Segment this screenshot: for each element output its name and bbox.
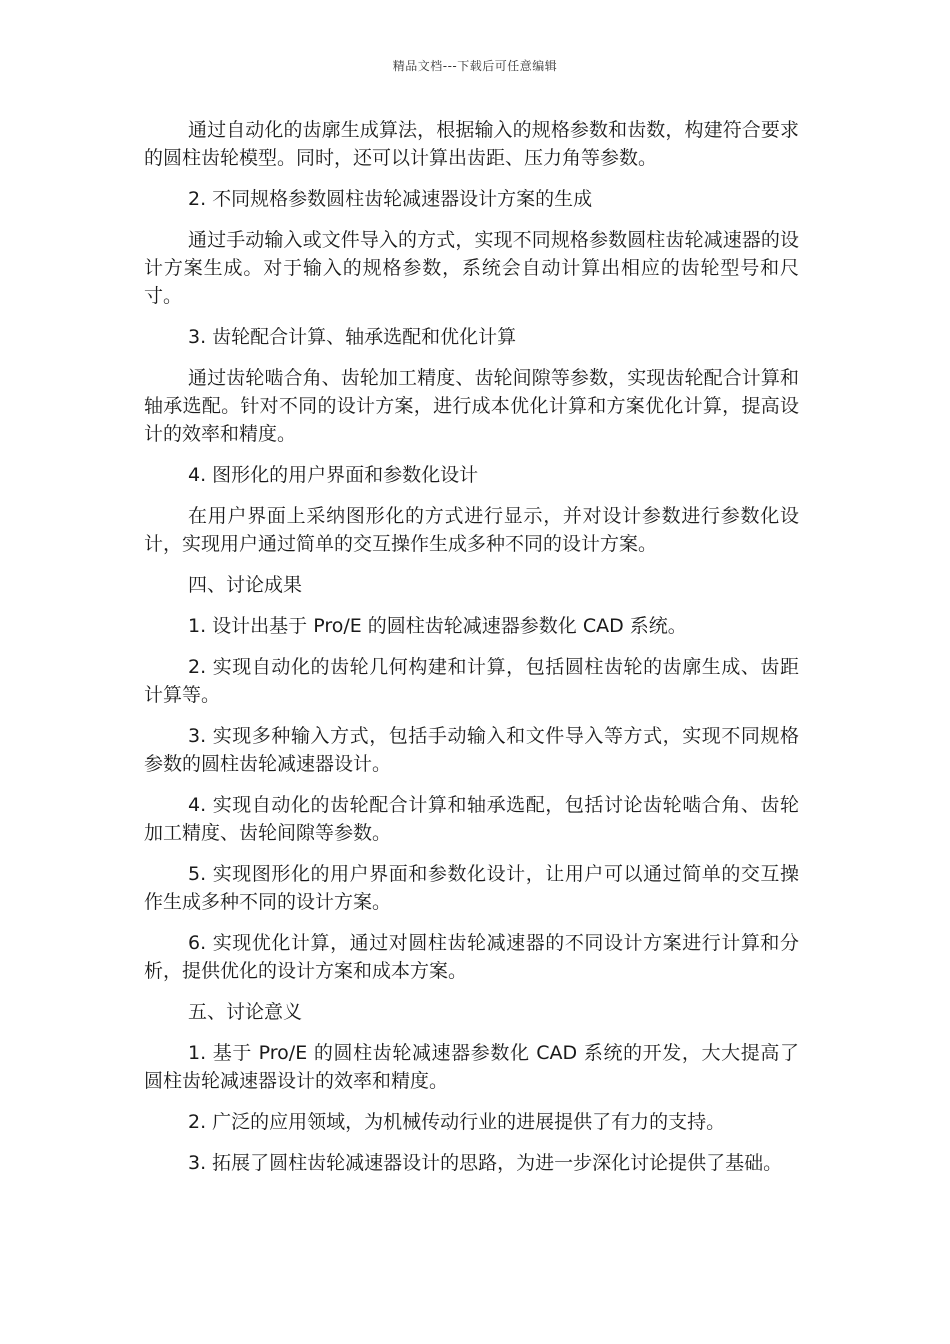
result-item-4: 4. 实现自动化的齿轮配合计算和轴承选配，包括讨论齿轮啮合角、齿轮加工精度、齿轮间隙等参数。 bbox=[144, 794, 799, 844]
result-item-6: 6. 实现优化计算，通过对圆柱齿轮减速器的不同设计方案进行计算和分析，提供优化的设计方案和成本方案。 bbox=[144, 932, 799, 982]
paragraph-gear-profile-algorithm: 通过自动化的齿廓生成算法，根据输入的规格参数和齿数，构建符合要求的圆柱齿轮模型。同时，还可以计算出齿距、压力角等参数。 bbox=[144, 119, 799, 169]
paragraph-gear-fit-calculation: 通过齿轮啮合角、齿轮加工精度、齿轮间隙等参数，实现齿轮配合计算和轴承选配。针对不同的设计方案，进行成本优化计算和方案优化计算，提高设计的效率和精度。 bbox=[144, 367, 799, 445]
heading-design-scheme-generation: 2. 不同规格参数圆柱齿轮减速器设计方案的生成 bbox=[188, 188, 593, 210]
paragraph-graphical-ui: 在用户界面上采纳图形化的方式进行显示，并对设计参数进行参数化设计，实现用户通过简单的交互操作生成多种不同的设计方案。 bbox=[144, 505, 799, 555]
significance-item-3: 3. 拓展了圆柱齿轮减速器设计的思路，为进一步深化讨论提供了基础。 bbox=[188, 1152, 783, 1174]
page-header: 精品文档---下载后可任意编辑 bbox=[392, 59, 558, 73]
document-body bbox=[144, 116, 799, 1190]
section-heading-results: 四、讨论成果 bbox=[188, 574, 303, 596]
significance-item-2: 2. 广泛的应用领域，为机械传动行业的进展提供了有力的支持。 bbox=[188, 1111, 726, 1133]
heading-gear-fit-calculation: 3. 齿轮配合计算、轴承选配和优化计算 bbox=[188, 326, 517, 348]
paragraph-design-scheme-generation: 通过手动输入或文件导入的方式，实现不同规格参数圆柱齿轮减速器的设计方案生成。对于输入的规格参数，系统会自动计算出相应的齿轮型号和尺寸。 bbox=[144, 229, 799, 307]
heading-graphical-ui: 4. 图形化的用户界面和参数化设计 bbox=[188, 464, 479, 486]
result-item-3: 3. 实现多种输入方式，包括手动输入和文件导入等方式，实现不同规格参数的圆柱齿轮减速器设计。 bbox=[144, 725, 799, 775]
result-item-2: 2. 实现自动化的齿轮几何构建和计算，包括圆柱齿轮的齿廓生成、齿距计算等。 bbox=[144, 656, 799, 706]
result-item-5: 5. 实现图形化的用户界面和参数化设计，让用户可以通过简单的交互操作生成多种不同的设计方案。 bbox=[144, 863, 799, 913]
result-item-1: 1. 设计出基于 Pro/E 的圆柱齿轮减速器参数化 CAD 系统。 bbox=[188, 615, 687, 637]
section-heading-significance: 五、讨论意义 bbox=[188, 1001, 303, 1023]
significance-item-1: 1. 基于 Pro/E 的圆柱齿轮减速器参数化 CAD 系统的开发，大大提高了圆柱齿轮减速器设计的效率和精度。 bbox=[144, 1042, 799, 1092]
